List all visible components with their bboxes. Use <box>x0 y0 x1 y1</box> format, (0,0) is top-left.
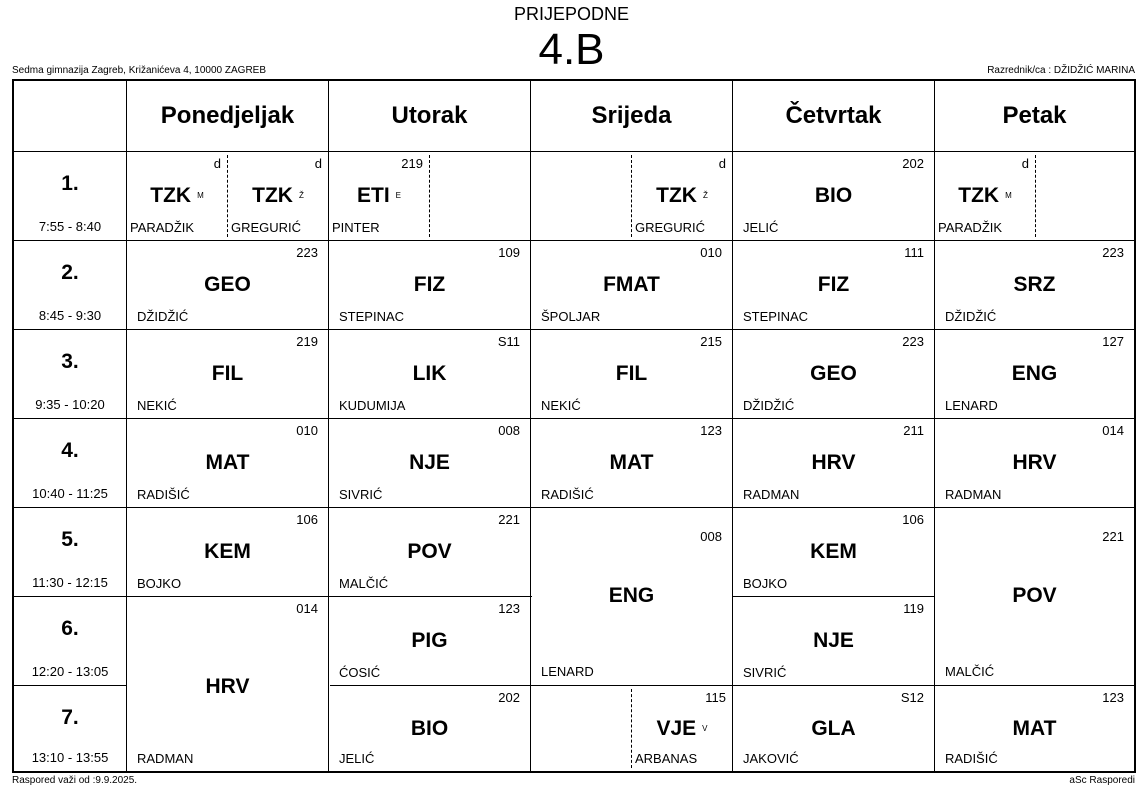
teacher-name: DŽIDŽIĆ <box>743 398 795 413</box>
teacher-name: JELIĆ <box>339 751 375 766</box>
subject <box>632 717 732 741</box>
teacher-name: RADMAN <box>137 751 194 766</box>
subject-code: VJE <box>656 717 697 740</box>
lesson-group <box>632 152 732 240</box>
lesson-cell[interactable] <box>127 330 328 418</box>
lesson-cell[interactable] <box>935 686 1134 771</box>
subject: MAT <box>1012 717 1057 740</box>
class-title: 4.B <box>538 25 605 74</box>
lesson-cell[interactable] <box>733 419 934 507</box>
period-3 <box>14 330 126 418</box>
teacher-name: ARBANAS <box>635 751 698 766</box>
subject: ENG <box>608 584 655 607</box>
group-marker: E <box>395 191 401 200</box>
subject: NJE <box>813 629 854 652</box>
teacher-name: SIVRIĆ <box>743 665 787 680</box>
day-header-wednesday: Srijeda <box>591 102 672 129</box>
subject: GEO <box>204 273 251 296</box>
lesson-group <box>127 152 227 240</box>
teacher-name: DŽIDŽIĆ <box>945 309 997 324</box>
subject <box>329 184 429 208</box>
group-marker: Ž <box>298 191 304 200</box>
period-5 <box>14 508 126 596</box>
room-number: S11 <box>497 334 520 349</box>
lesson-cell[interactable] <box>935 241 1134 329</box>
lesson-cell[interactable] <box>531 330 732 418</box>
timetable-grid <box>12 79 1136 773</box>
period-time: 9:35 - 10:20 <box>35 397 105 412</box>
teacher-name: PINTER <box>332 220 380 235</box>
teacher-name: PARADŽIK <box>130 220 195 235</box>
subject: FIL <box>211 362 244 385</box>
room-number: 123 <box>700 423 722 438</box>
teacher-name: ŠPOLJAR <box>541 309 601 324</box>
lesson-cell[interactable] <box>531 419 732 507</box>
room-number: 211 <box>903 423 924 438</box>
subject: GEO <box>810 362 857 385</box>
room-number: d <box>718 156 726 171</box>
teacher-name: LENARD <box>945 398 998 413</box>
teacher-name: GREGURIĆ <box>231 220 302 235</box>
period-number: 1. <box>61 172 79 195</box>
lesson-group <box>632 686 732 771</box>
day-header-thursday: Četvrtak <box>785 102 882 129</box>
period-number: 6. <box>61 617 79 640</box>
day-header-friday: Petak <box>1002 102 1067 129</box>
group-marker: V <box>702 724 708 733</box>
lesson-cell[interactable] <box>329 241 530 329</box>
lesson-cell[interactable] <box>329 330 530 418</box>
room-number: 219 <box>296 334 318 349</box>
day-header-monday: Ponedjeljak <box>160 102 295 129</box>
teacher-name: SIVRIĆ <box>339 487 383 502</box>
teacher-name: ĆOSIĆ <box>339 665 381 680</box>
room-number: 127 <box>1102 334 1124 349</box>
room-number: d <box>213 156 221 171</box>
teacher-name: BOJKO <box>743 576 788 591</box>
lesson-cell[interactable] <box>329 419 530 507</box>
room-number: 215 <box>700 334 722 349</box>
room-number: S12 <box>900 690 924 705</box>
subject-code: ETI <box>356 184 390 207</box>
subject: KEM <box>810 540 857 563</box>
teacher-name: MALČIĆ <box>339 576 389 591</box>
teacher-name: PARADŽIK <box>938 220 1003 235</box>
lesson-cell[interactable] <box>329 152 530 240</box>
subject: FIZ <box>413 273 446 296</box>
period-time: 13:10 - 13:55 <box>31 750 109 765</box>
room-number: 123 <box>1102 690 1124 705</box>
lesson-group <box>329 152 429 240</box>
teacher-name: GREGURIĆ <box>635 220 706 235</box>
room-number: 223 <box>1102 245 1124 260</box>
lesson-cell[interactable] <box>531 241 732 329</box>
period-6 <box>14 597 126 685</box>
lesson-cell[interactable] <box>733 241 934 329</box>
teacher-name: MALČIĆ <box>945 664 995 679</box>
teacher-name: STEPINAC <box>339 309 405 324</box>
subject: PIG <box>411 629 448 652</box>
room-number: 010 <box>700 245 722 260</box>
subject-code: TZK <box>252 184 293 207</box>
room-number: 014 <box>296 601 318 616</box>
lesson-cell[interactable] <box>531 152 732 240</box>
subject: HRV <box>1012 451 1057 474</box>
subject: FIL <box>615 362 648 385</box>
period-7 <box>14 686 126 771</box>
subject: FMAT <box>603 273 660 296</box>
lesson-cell[interactable] <box>935 419 1134 507</box>
room-number: 008 <box>700 529 722 544</box>
lesson-cell[interactable] <box>329 508 530 596</box>
teacher-name: KUDUMIJA <box>339 398 406 413</box>
lesson-cell[interactable] <box>935 152 1134 240</box>
subject-code: TZK <box>150 184 192 207</box>
lesson-cell[interactable] <box>531 686 732 771</box>
subject: NJE <box>409 451 450 474</box>
room-number: 202 <box>498 690 520 705</box>
room-number: 123 <box>498 601 520 616</box>
subject <box>127 184 227 208</box>
subject: HRV <box>205 675 250 698</box>
subject: MAT <box>205 451 250 474</box>
teacher-name: DŽIDŽIĆ <box>137 309 189 324</box>
subject: BIO <box>410 717 449 740</box>
room-number: 219 <box>401 156 423 171</box>
period-number: 7. <box>61 706 79 729</box>
valid-from-note: Raspored važi od :9.9.2025. <box>12 775 138 786</box>
lesson-cell[interactable] <box>127 597 328 771</box>
software-credit: aSc Rasporedi <box>1069 775 1135 786</box>
period-1 <box>14 152 126 240</box>
period-time: 7:55 - 8:40 <box>38 219 102 234</box>
lesson-cell[interactable] <box>935 508 1134 685</box>
group-marker: M <box>197 191 204 200</box>
room-number: 010 <box>296 423 318 438</box>
split-divider <box>429 155 430 237</box>
lesson-cell[interactable] <box>733 152 934 240</box>
lesson-group <box>228 152 328 240</box>
period-number: 2. <box>61 261 79 284</box>
room-number: 119 <box>903 601 924 616</box>
teacher-name: RADIŠIĆ <box>945 751 998 766</box>
teacher-name: JAKOVIĆ <box>743 751 799 766</box>
lesson-cell[interactable] <box>329 597 530 685</box>
teacher-name: RADIŠIĆ <box>137 487 190 502</box>
day-header-tuesday: Utorak <box>391 102 468 129</box>
room-number: 109 <box>498 245 520 260</box>
room-number: 115 <box>705 690 726 705</box>
period-number: 4. <box>61 439 79 462</box>
teacher-name: LENARD <box>541 664 594 679</box>
subject <box>632 184 732 208</box>
subject: POV <box>1012 584 1057 607</box>
lesson-cell[interactable] <box>127 419 328 507</box>
teacher-name: BOJKO <box>137 576 182 591</box>
room-number: 106 <box>902 512 924 527</box>
split-divider <box>1035 155 1036 237</box>
subject: ENG <box>1011 362 1058 385</box>
group-marker: M <box>1005 191 1012 200</box>
subject: KEM <box>204 540 251 563</box>
teacher-name: JELIĆ <box>743 220 779 235</box>
period-number: 5. <box>61 528 79 551</box>
period-time: 10:40 - 11:25 <box>32 486 108 501</box>
lesson-cell[interactable] <box>127 152 328 240</box>
room-number: d <box>314 156 322 171</box>
subject: BIO <box>814 184 853 207</box>
subject: LIK <box>412 362 447 385</box>
schedule-subtitle: PRIJEPODNE <box>513 4 630 24</box>
lesson-cell[interactable] <box>733 597 934 685</box>
lesson-cell[interactable] <box>733 686 934 771</box>
subject-code: TZK <box>656 184 697 207</box>
room-number: 202 <box>902 156 924 171</box>
room-number: 014 <box>1102 423 1124 438</box>
teacher-name: NEKIĆ <box>137 398 177 413</box>
group-marker: Ž <box>702 191 708 200</box>
subject: GLA <box>811 717 856 740</box>
subject <box>935 184 1035 208</box>
subject-code: TZK <box>958 184 1000 207</box>
room-number: 223 <box>902 334 924 349</box>
room-number: d <box>1021 156 1029 171</box>
period-time: 12:20 - 13:05 <box>31 664 109 679</box>
period-number: 3. <box>61 350 79 373</box>
period-2 <box>14 241 126 329</box>
teacher-name: STEPINAC <box>743 309 809 324</box>
period-time: 11:30 - 12:15 <box>32 575 108 590</box>
lesson-group <box>935 152 1035 240</box>
lesson-cell[interactable] <box>127 508 328 596</box>
lesson-cell[interactable] <box>935 330 1134 418</box>
teacher-name: RADMAN <box>743 487 800 502</box>
subject <box>228 184 328 208</box>
subject: FIZ <box>817 273 850 296</box>
room-number: 223 <box>296 245 318 260</box>
school-address: Sedma gimnazija Zagreb, Križanićeva 4, 10000 ZAGREB <box>12 65 267 76</box>
teacher-name: RADIŠIĆ <box>541 487 594 502</box>
period-time: 8:45 - 9:30 <box>38 308 102 323</box>
class-teacher: Razrednik/ca : DŽIDŽIĆ MARINA <box>987 65 1135 76</box>
lesson-cell[interactable] <box>733 508 934 596</box>
subject: HRV <box>811 451 856 474</box>
room-number: 221 <box>498 512 520 527</box>
period-4 <box>14 419 126 507</box>
lesson-cell[interactable] <box>127 241 328 329</box>
room-number: 221 <box>1102 529 1124 544</box>
subject: POV <box>407 540 452 563</box>
room-number: 106 <box>296 512 318 527</box>
lesson-cell[interactable] <box>329 686 530 771</box>
lesson-cell[interactable] <box>733 330 934 418</box>
lesson-cell[interactable] <box>531 508 732 685</box>
teacher-name: NEKIĆ <box>541 398 581 413</box>
teacher-name: RADMAN <box>945 487 1002 502</box>
room-number: 008 <box>498 423 520 438</box>
subject: MAT <box>609 451 654 474</box>
subject: SRZ <box>1013 273 1056 296</box>
room-number: 111 <box>904 245 924 260</box>
